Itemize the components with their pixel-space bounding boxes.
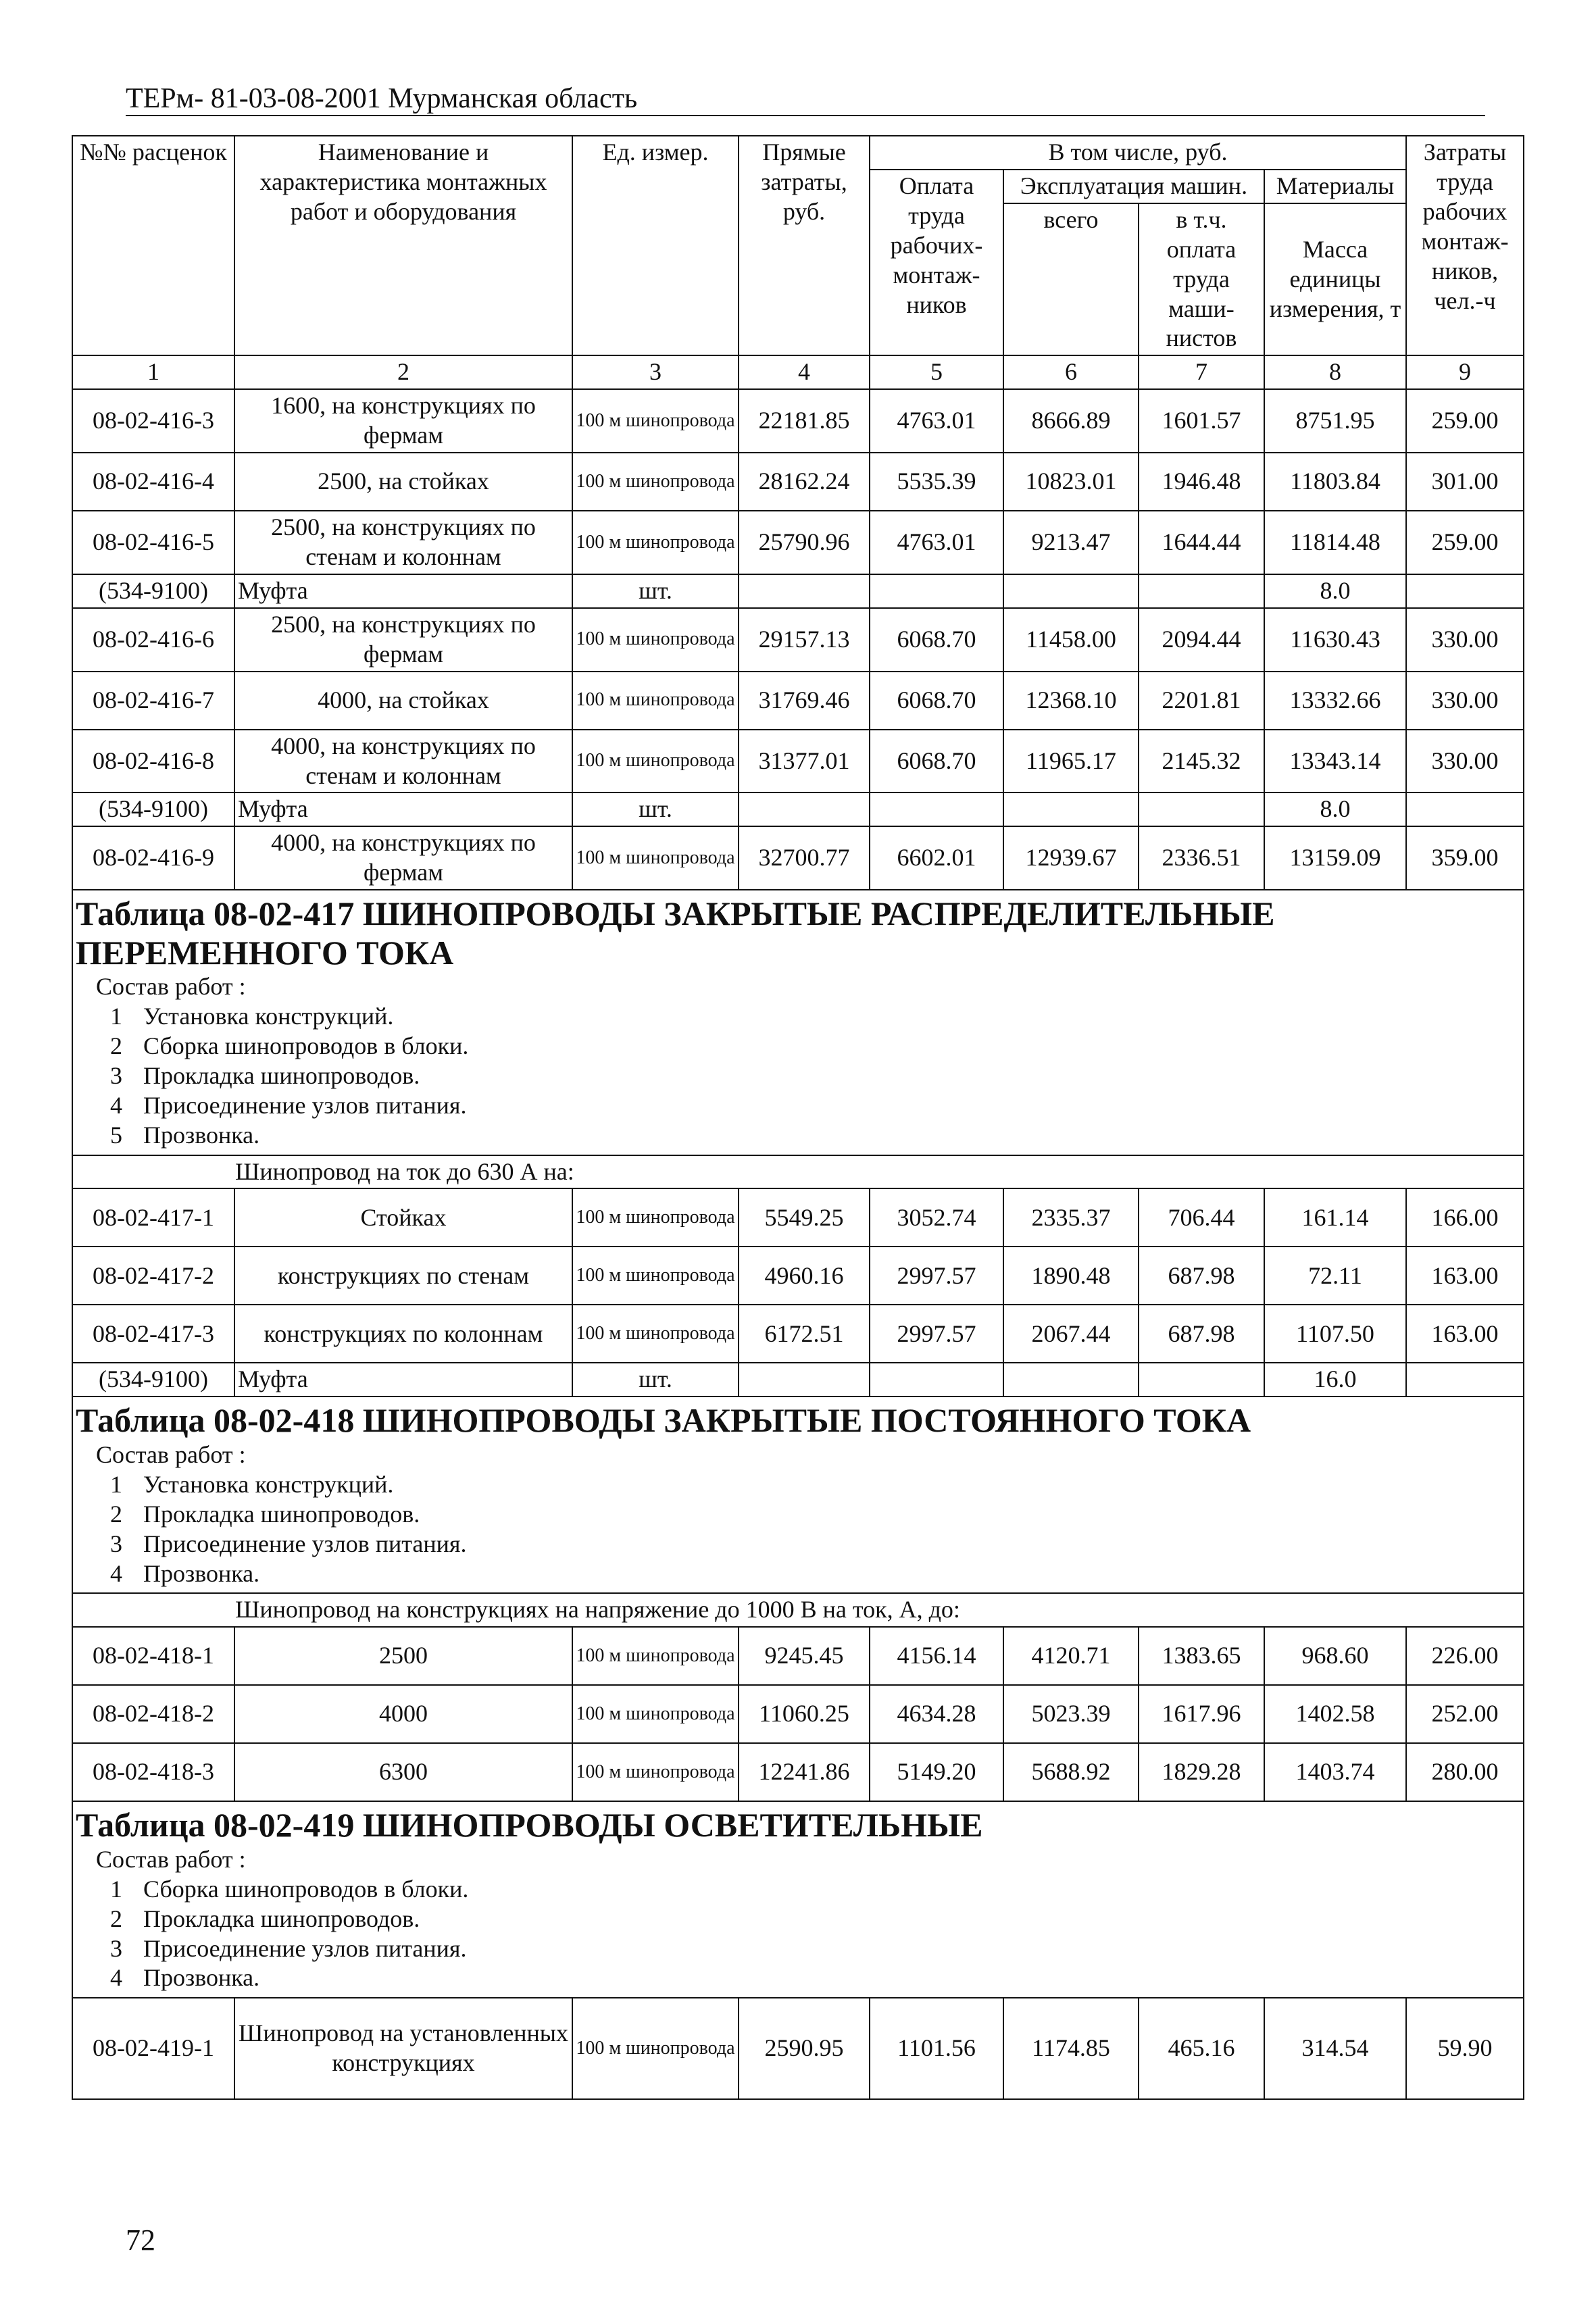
rate-code: 08-02-416-6	[72, 608, 234, 672]
value-direct: 32700.77	[739, 826, 870, 890]
value-mach-wage: 687.98	[1139, 1247, 1264, 1305]
col-direct-header: Прямые затраты, руб.	[739, 136, 870, 355]
value-mach-wage: 1829.28	[1139, 1743, 1264, 1801]
table-row	[72, 1188, 1524, 1247]
work-name: 2500, на конструкциях по фермам	[234, 608, 572, 672]
unit: 100 м шинопровода	[572, 453, 739, 511]
unit: 100 м шинопровода	[572, 608, 739, 672]
work-item-number: 3	[110, 1934, 122, 1962]
value-mach: 11458.00	[1003, 608, 1139, 672]
work-item-number: 2	[110, 1905, 122, 1932]
work-name: 4000, на стойках	[234, 672, 572, 730]
col-wage-header: Оплата труда рабочих-монтаж-ников	[870, 170, 1003, 355]
col-materials-header: Материалы	[1264, 170, 1406, 203]
value-mat: 314.54	[1264, 1998, 1406, 2099]
value-mat: 13159.09	[1264, 826, 1406, 890]
work-name: конструкциях по стенам	[234, 1247, 572, 1305]
work-name: 2500	[234, 1627, 572, 1685]
work-item-number: 1	[110, 1875, 122, 1903]
work-item-text: Сборка шинопроводов в блоки.	[143, 1032, 469, 1059]
value-mach: 2335.37	[1003, 1188, 1139, 1247]
material-code: (534-9100)	[72, 574, 234, 608]
value-labor: 259.00	[1406, 389, 1524, 453]
value-wage: 4763.01	[870, 511, 1003, 574]
work-item	[89, 1500, 1507, 1530]
empty-cell	[1003, 793, 1139, 826]
value-mach: 1174.85	[1003, 1998, 1139, 2099]
work-item-text: Присоединение узлов питания.	[143, 1530, 467, 1557]
work-name: 6300	[234, 1743, 572, 1801]
value-mach: 5023.39	[1003, 1685, 1139, 1743]
empty-cell	[1406, 793, 1524, 826]
value-labor: 252.00	[1406, 1685, 1524, 1743]
work-item-text: Присоединение узлов питания.	[143, 1091, 467, 1119]
value-mach: 12939.67	[1003, 826, 1139, 890]
work-item	[89, 1061, 1507, 1091]
rate-code: 08-02-416-4	[72, 453, 234, 511]
value-direct: 25790.96	[739, 511, 870, 574]
value-mat: 968.60	[1264, 1627, 1406, 1685]
value-wage: 4156.14	[870, 1627, 1003, 1685]
section-block	[72, 1801, 1524, 1998]
value-labor: 163.00	[1406, 1247, 1524, 1305]
value-labor: 301.00	[1406, 453, 1524, 511]
section-title: Таблица 08-02-418 ШИНОПРОВОДЫ ЗАКРЫТЫЕ ПОСТОЯННОГО ТОКА	[76, 1401, 1251, 1440]
table-row	[72, 826, 1524, 890]
value-labor: 259.00	[1406, 511, 1524, 574]
column-number: 5	[870, 355, 1003, 389]
value-mach: 5688.92	[1003, 1743, 1139, 1801]
work-name: 4000	[234, 1685, 572, 1743]
table-row	[72, 672, 1524, 730]
group-title: Шинопровод на ток до 630 А на:	[72, 1155, 1524, 1189]
work-item	[89, 1963, 1507, 1993]
value-wage: 4634.28	[870, 1685, 1003, 1743]
work-item-text: Сборка шинопроводов в блоки.	[143, 1875, 469, 1903]
table-row	[72, 453, 1524, 511]
value-direct: 31769.46	[739, 672, 870, 730]
value-labor: 163.00	[1406, 1305, 1524, 1363]
value-mach-wage: 1383.65	[1139, 1627, 1264, 1685]
value-mach: 12368.10	[1003, 672, 1139, 730]
table-row	[72, 1743, 1524, 1801]
value-mat: 11814.48	[1264, 511, 1406, 574]
table-row	[72, 608, 1524, 672]
value-labor: 280.00	[1406, 1743, 1524, 1801]
material-code: (534-9100)	[72, 793, 234, 826]
value-mach-wage: 2094.44	[1139, 608, 1264, 672]
value-wage: 1101.56	[870, 1998, 1003, 2099]
col-labor-header: Затраты труда рабочих монтаж-ников, чел.-ч	[1406, 136, 1524, 355]
table-row	[72, 1998, 1524, 2099]
work-item-text: Прозвонка.	[143, 1121, 260, 1149]
value-wage: 6068.70	[870, 608, 1003, 672]
table-row	[72, 1305, 1524, 1363]
empty-cell	[1139, 1363, 1264, 1397]
value-mach-wage: 1644.44	[1139, 511, 1264, 574]
work-item-number: 3	[110, 1061, 122, 1089]
rate-code: 08-02-419-1	[72, 1998, 234, 2099]
value-labor: 59.90	[1406, 1998, 1524, 2099]
value-wage: 6068.70	[870, 672, 1003, 730]
value-mach: 9213.47	[1003, 511, 1139, 574]
value-labor: 359.00	[1406, 826, 1524, 890]
col-machines-wage-header: в т.ч. оплата труда маши-нистов	[1139, 203, 1264, 356]
work-item	[89, 1934, 1507, 1964]
value-wage: 4763.01	[870, 389, 1003, 453]
unit: 100 м шинопровода	[572, 1188, 739, 1247]
value-mat: 13343.14	[1264, 730, 1406, 793]
section-header-row	[72, 1801, 1524, 1998]
work-item	[89, 1905, 1507, 1934]
value-wage: 5535.39	[870, 453, 1003, 511]
value-mach: 4120.71	[1003, 1627, 1139, 1685]
column-number: 8	[1264, 355, 1406, 389]
empty-cell	[870, 1363, 1003, 1397]
work-item-text: Прозвонка.	[143, 1964, 260, 1992]
work-item-number: 3	[110, 1530, 122, 1557]
rate-code: 08-02-416-8	[72, 730, 234, 793]
work-item-text: Прокладка шинопроводов.	[143, 1061, 420, 1089]
material-row	[72, 793, 1524, 826]
work-item-number: 1	[110, 1003, 122, 1030]
value-direct: 4960.16	[739, 1247, 870, 1305]
unit: 100 м шинопровода	[572, 1685, 739, 1743]
group-title: Шинопровод на конструкциях на напряжение до 1000 В на ток, А, до:	[72, 1593, 1524, 1627]
rate-code: 08-02-418-1	[72, 1627, 234, 1685]
value-mach: 11965.17	[1003, 730, 1139, 793]
unit: 100 м шинопровода	[572, 672, 739, 730]
value-mach-wage: 706.44	[1139, 1188, 1264, 1247]
work-item	[89, 1559, 1507, 1589]
work-name: 4000, на конструкциях по фермам	[234, 826, 572, 890]
rate-code: 08-02-416-3	[72, 389, 234, 453]
work-item-text: Прокладка шинопроводов.	[143, 1500, 420, 1528]
value-mach-wage: 2336.51	[1139, 826, 1264, 890]
value-mat: 72.11	[1264, 1247, 1406, 1305]
column-numbers-row	[72, 355, 1524, 389]
value-direct: 31377.01	[739, 730, 870, 793]
value-labor: 166.00	[1406, 1188, 1524, 1247]
work-name: конструкциях по колоннам	[234, 1305, 572, 1363]
material-code: (534-9100)	[72, 1363, 234, 1397]
unit: шт.	[572, 793, 739, 826]
column-number: 4	[739, 355, 870, 389]
work-item-text: Прокладка шинопроводов.	[143, 1905, 420, 1932]
value-mat: 8751.95	[1264, 389, 1406, 453]
work-name: 1600, на конструкциях по фермам	[234, 389, 572, 453]
unit: шт.	[572, 574, 739, 608]
value-mach-wage: 2201.81	[1139, 672, 1264, 730]
work-name: 2500, на конструкциях по стенам и колоннам	[234, 511, 572, 574]
work-item-number: 4	[110, 1559, 122, 1587]
value-mach-wage: 1946.48	[1139, 453, 1264, 511]
work-item-text: Присоединение узлов питания.	[143, 1934, 467, 1962]
work-item-text: Прозвонка.	[143, 1559, 260, 1587]
empty-cell	[1406, 574, 1524, 608]
empty-cell	[870, 793, 1003, 826]
empty-cell	[1406, 1363, 1524, 1397]
group-row	[72, 1593, 1524, 1627]
value-mass: 16.0	[1264, 1363, 1406, 1397]
unit: 100 м шинопровода	[572, 1998, 739, 2099]
rate-code: 08-02-417-3	[72, 1305, 234, 1363]
rate-code: 08-02-417-2	[72, 1247, 234, 1305]
work-name: Стойках	[234, 1188, 572, 1247]
work-item-text: Установка конструкций.	[143, 1003, 394, 1030]
value-labor: 330.00	[1406, 672, 1524, 730]
works-label: Состав работ :	[96, 1440, 246, 1468]
work-item	[89, 1032, 1507, 1061]
table-row	[72, 1685, 1524, 1743]
section-header-row	[72, 1397, 1524, 1593]
rate-code: 08-02-416-5	[72, 511, 234, 574]
value-labor: 330.00	[1406, 608, 1524, 672]
material-name: Муфта	[234, 574, 572, 608]
work-item-number: 4	[110, 1091, 122, 1119]
empty-cell	[1003, 1363, 1139, 1397]
empty-cell	[1139, 793, 1264, 826]
material-name: Муфта	[234, 793, 572, 826]
page-number: 72	[126, 2223, 155, 2257]
value-labor: 330.00	[1406, 730, 1524, 793]
rate-code: 08-02-418-3	[72, 1743, 234, 1801]
value-mach-wage: 2145.32	[1139, 730, 1264, 793]
unit: 100 м шинопровода	[572, 1743, 739, 1801]
column-number: 9	[1406, 355, 1524, 389]
material-name: Муфта	[234, 1363, 572, 1397]
section-title: Таблица 08-02-419 ШИНОПРОВОДЫ ОСВЕТИТЕЛЬНЫЕ	[76, 1806, 983, 1844]
work-name: 4000, на конструкциях по стенам и колоннам	[234, 730, 572, 793]
table-row	[72, 389, 1524, 453]
work-item	[89, 1875, 1507, 1905]
work-item-number: 1	[110, 1470, 122, 1498]
value-direct: 2590.95	[739, 1998, 870, 2099]
unit: 100 м шинопровода	[572, 730, 739, 793]
value-mach-wage: 687.98	[1139, 1305, 1264, 1363]
group-row	[72, 1155, 1524, 1189]
table-row	[72, 511, 1524, 574]
work-name: 2500, на стойках	[234, 453, 572, 511]
section-block	[72, 1397, 1524, 1593]
column-number: 3	[572, 355, 739, 389]
col-mass-header: Масса единицы измерения, т	[1264, 203, 1406, 356]
column-number: 6	[1003, 355, 1139, 389]
value-direct: 12241.86	[739, 1743, 870, 1801]
value-direct: 6172.51	[739, 1305, 870, 1363]
value-mach: 10823.01	[1003, 453, 1139, 511]
empty-cell	[739, 1363, 870, 1397]
column-number: 7	[1139, 355, 1264, 389]
value-mach-wage: 1601.57	[1139, 389, 1264, 453]
value-mass: 8.0	[1264, 574, 1406, 608]
header-row-1	[72, 136, 1524, 170]
column-number: 1	[72, 355, 234, 389]
col-incl-header: В том числе, руб.	[870, 136, 1406, 170]
empty-cell	[739, 574, 870, 608]
value-mach-wage: 465.16	[1139, 1998, 1264, 2099]
material-row	[72, 574, 1524, 608]
rate-code: 08-02-416-7	[72, 672, 234, 730]
value-mat: 1107.50	[1264, 1305, 1406, 1363]
table-row	[72, 730, 1524, 793]
value-mat: 1402.58	[1264, 1685, 1406, 1743]
value-mat: 11630.43	[1264, 608, 1406, 672]
work-item-number: 5	[110, 1121, 122, 1149]
empty-cell	[870, 574, 1003, 608]
value-labor: 226.00	[1406, 1627, 1524, 1685]
table-row	[72, 1247, 1524, 1305]
price-table	[72, 135, 1524, 2100]
unit: 100 м шинопровода	[572, 1247, 739, 1305]
col-machines-header: Эксплуатация машин.	[1003, 170, 1264, 203]
unit: 100 м шинопровода	[572, 389, 739, 453]
value-wage: 6068.70	[870, 730, 1003, 793]
rate-code: 08-02-416-9	[72, 826, 234, 890]
header-rule	[126, 115, 1485, 116]
col-unit-header: Ед. измер.	[572, 136, 739, 355]
work-item	[89, 1530, 1507, 1559]
work-item-number: 2	[110, 1500, 122, 1528]
work-item	[89, 1091, 1507, 1121]
value-direct: 9245.45	[739, 1627, 870, 1685]
column-number: 2	[234, 355, 572, 389]
col-code-header: №№ расценок	[72, 136, 234, 355]
rate-code: 08-02-418-2	[72, 1685, 234, 1743]
section-header-row	[72, 890, 1524, 1155]
value-wage: 2997.57	[870, 1247, 1003, 1305]
unit: 100 м шинопровода	[572, 511, 739, 574]
section-block	[72, 890, 1524, 1155]
works-label: Состав работ :	[96, 1845, 246, 1873]
value-mach: 8666.89	[1003, 389, 1139, 453]
works-label: Состав работ :	[96, 973, 246, 1001]
value-mach-wage: 1617.96	[1139, 1685, 1264, 1743]
col-name-header: Наименование и характеристика монтажных работ и оборудования	[234, 136, 572, 355]
table-row	[72, 1627, 1524, 1685]
work-name: Шинопровод на установленных конструкциях	[234, 1998, 572, 2099]
unit: 100 м шинопровода	[572, 1627, 739, 1685]
unit: 100 м шинопровода	[572, 1305, 739, 1363]
empty-cell	[1003, 574, 1139, 608]
section-title: Таблица 08-02-417 ШИНОПРОВОДЫ ЗАКРЫТЫЕ РАСПРЕДЕЛИТЕЛЬНЫЕ ПЕРЕМЕННОГО ТОКА	[76, 895, 1275, 972]
value-mach: 2067.44	[1003, 1305, 1139, 1363]
value-mach: 1890.48	[1003, 1247, 1139, 1305]
work-item-number: 4	[110, 1964, 122, 1992]
work-item-number: 2	[110, 1032, 122, 1059]
empty-cell	[739, 793, 870, 826]
work-item-text: Установка конструкций.	[143, 1470, 394, 1498]
rate-code: 08-02-417-1	[72, 1188, 234, 1247]
empty-cell	[1139, 574, 1264, 608]
value-direct: 28162.24	[739, 453, 870, 511]
work-item	[89, 1470, 1507, 1500]
unit: шт.	[572, 1363, 739, 1397]
value-mat: 1403.74	[1264, 1743, 1406, 1801]
value-direct: 22181.85	[739, 389, 870, 453]
unit: 100 м шинопровода	[572, 826, 739, 890]
value-direct: 11060.25	[739, 1685, 870, 1743]
value-wage: 5149.20	[870, 1743, 1003, 1801]
value-mat: 161.14	[1264, 1188, 1406, 1247]
material-row	[72, 1363, 1524, 1397]
page-header: ТЕРм- 81-03-08-2001 Мурманская область	[126, 83, 638, 114]
work-item	[89, 1121, 1507, 1151]
col-machines-total-header: всего	[1003, 203, 1139, 356]
value-direct: 29157.13	[739, 608, 870, 672]
value-wage: 3052.74	[870, 1188, 1003, 1247]
work-item	[89, 1002, 1507, 1032]
value-mat: 13332.66	[1264, 672, 1406, 730]
value-mass: 8.0	[1264, 793, 1406, 826]
value-wage: 6602.01	[870, 826, 1003, 890]
value-wage: 2997.57	[870, 1305, 1003, 1363]
value-direct: 5549.25	[739, 1188, 870, 1247]
value-mat: 11803.84	[1264, 453, 1406, 511]
